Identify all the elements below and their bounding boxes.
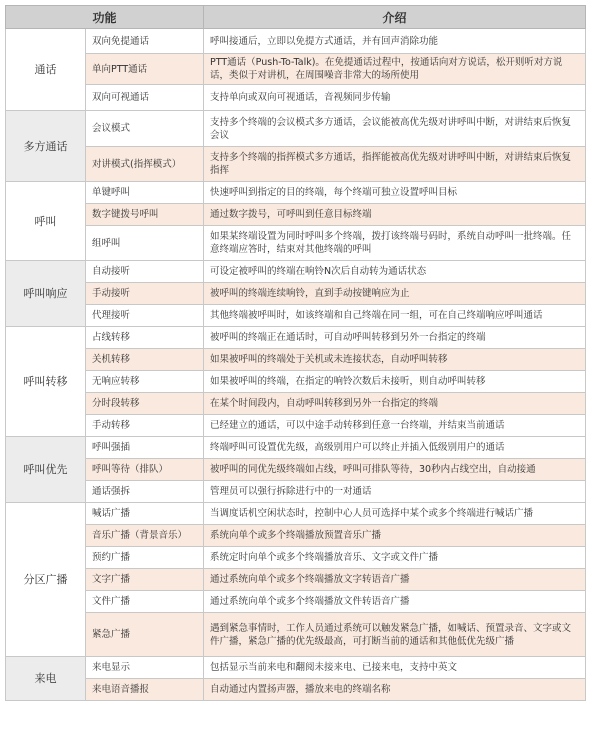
feature-cell: 双向可视通话 bbox=[86, 85, 204, 111]
table-row bbox=[6, 204, 586, 226]
table-row bbox=[6, 613, 586, 657]
feature-cell: 无响应转移 bbox=[86, 371, 204, 393]
description-cell: 通过系统向单个或多个终端播放文件转语音广播 bbox=[204, 591, 586, 613]
feature-cell: 双向免提通话 bbox=[86, 29, 204, 54]
feature-cell: 呼叫强插 bbox=[86, 437, 204, 459]
table-row bbox=[6, 305, 586, 327]
description-cell: 如果被呼叫的终端，在指定的响铃次数后未接听，则自动呼叫转移 bbox=[204, 371, 586, 393]
description-cell: 支持多个终端的会议模式多方通话，会议能被高优先级对讲呼叫中断，对讲结束后恢复会议 bbox=[204, 111, 586, 147]
description-cell: 其他终端被呼叫时，如该终端和自己终端在同一组，可在自己终端响应呼叫通话 bbox=[204, 305, 586, 327]
table-row bbox=[6, 459, 586, 481]
feature-cell: 分时段转移 bbox=[86, 393, 204, 415]
table-row bbox=[6, 371, 586, 393]
category-cell: 呼叫响应 bbox=[6, 261, 86, 327]
table-row bbox=[6, 111, 586, 147]
description-cell: 通过数字拨号，可呼叫到任意目标终端 bbox=[204, 204, 586, 226]
table-row bbox=[6, 415, 586, 437]
feature-cell: 组呼叫 bbox=[86, 226, 204, 261]
table-row bbox=[6, 481, 586, 503]
table-row bbox=[6, 679, 586, 701]
feature-cell: 来电显示 bbox=[86, 657, 204, 679]
table-row bbox=[6, 657, 586, 679]
feature-cell: 手动转移 bbox=[86, 415, 204, 437]
feature-cell: 音乐广播（背景音乐） bbox=[86, 525, 204, 547]
description-cell: 终端呼叫可设置优先级，高级别用户可以终止并插入低级别用户的通话 bbox=[204, 437, 586, 459]
description-cell: 如果被呼叫的终端处于关机或未连接状态，自动呼叫转移 bbox=[204, 349, 586, 371]
description-cell: 支持单向或双向可视通话，音视频同步传输 bbox=[204, 85, 586, 111]
table-row bbox=[6, 226, 586, 261]
feature-cell: 文字广播 bbox=[86, 569, 204, 591]
description-cell: 在某个时间段内，自动呼叫转移到另外一台指定的终端 bbox=[204, 393, 586, 415]
feature-cell: 单向PTT通话 bbox=[86, 54, 204, 85]
feature-cell: 紧急广播 bbox=[86, 613, 204, 657]
table-row bbox=[6, 437, 586, 459]
feature-cell: 通话强拆 bbox=[86, 481, 204, 503]
description-cell: 当调度话机空闲状态时，控制中心人员可选择中某个或多个终端进行喊话广播 bbox=[204, 503, 586, 525]
description-cell: 自动通过内置扬声器，播放来电的终端名称 bbox=[204, 679, 586, 701]
description-cell: 支持多个终端的指挥模式多方通话，指挥能被高优先级对讲呼叫中断，对讲结束后恢复指挥 bbox=[204, 147, 586, 182]
category-cell: 通话 bbox=[6, 29, 86, 111]
table-row bbox=[6, 569, 586, 591]
description-cell: PTT通话（Push-To-Talk)。在免提通话过程中，按通话向对方说话，松开则听对方说话，类似于对讲机，在周围噪音非常大的场所使用 bbox=[204, 54, 586, 85]
description-cell: 呼叫接通后，立即以免提方式通话，并有回声消除功能 bbox=[204, 29, 586, 54]
table-row bbox=[6, 503, 586, 525]
description-cell: 系统向单个或多个终端播放预置音乐广播 bbox=[204, 525, 586, 547]
category-cell: 呼叫 bbox=[6, 182, 86, 261]
table-row bbox=[6, 29, 586, 54]
description-cell: 可设定被呼叫的终端在响铃N次后自动转为通话状态 bbox=[204, 261, 586, 283]
description-cell: 通过系统向单个或多个终端播放文字转语音广播 bbox=[204, 569, 586, 591]
description-cell: 被呼叫的终端正在通话时，可自动呼叫转移到另外一台指定的终端 bbox=[204, 327, 586, 349]
feature-cell: 自动接听 bbox=[86, 261, 204, 283]
feature-cell: 喊话广播 bbox=[86, 503, 204, 525]
category-cell: 多方通话 bbox=[6, 111, 86, 182]
feature-cell: 来电语音播报 bbox=[86, 679, 204, 701]
table-row bbox=[6, 147, 586, 182]
table-header-row bbox=[6, 6, 586, 29]
feature-cell: 文件广播 bbox=[86, 591, 204, 613]
description-cell: 包括显示当前来电和翻阅未接来电、已接来电，支持中英文 bbox=[204, 657, 586, 679]
category-cell: 呼叫优先 bbox=[6, 437, 86, 503]
feature-cell: 预约广播 bbox=[86, 547, 204, 569]
feature-cell: 手动接听 bbox=[86, 283, 204, 305]
description-cell: 已经建立的通话，可以中途手动转移到任意一台终端，并结束当前通话 bbox=[204, 415, 586, 437]
feature-table bbox=[5, 5, 586, 701]
table-row bbox=[6, 349, 586, 371]
feature-cell: 关机转移 bbox=[86, 349, 204, 371]
description-cell: 系统定时向单个或多个终端播放音乐、文字或文件广播 bbox=[204, 547, 586, 569]
category-cell: 来电 bbox=[6, 657, 86, 701]
description-cell: 如果某终端设置为同时呼叫多个终端，拨打该终端号码时，系统自动呼叫一批终端。任意终端应答时，结束对其他终端的呼叫 bbox=[204, 226, 586, 261]
feature-cell: 单键呼叫 bbox=[86, 182, 204, 204]
description-cell: 被呼叫的终端连续响铃，直到手动按键响应为止 bbox=[204, 283, 586, 305]
table-body bbox=[6, 29, 586, 701]
table-row bbox=[6, 85, 586, 111]
feature-cell: 代理接听 bbox=[86, 305, 204, 327]
description-cell: 快速呼叫到指定的目的终端，每个终端可独立设置呼叫目标 bbox=[204, 182, 586, 204]
table-row bbox=[6, 547, 586, 569]
feature-cell: 数字键拨号呼叫 bbox=[86, 204, 204, 226]
table-row bbox=[6, 182, 586, 204]
table-row bbox=[6, 327, 586, 349]
feature-table-container bbox=[5, 5, 585, 701]
feature-cell: 呼叫等待（排队） bbox=[86, 459, 204, 481]
table-row bbox=[6, 591, 586, 613]
feature-cell: 会议模式 bbox=[86, 111, 204, 147]
feature-cell: 对讲模式(指挥模式） bbox=[86, 147, 204, 182]
category-cell: 分区广播 bbox=[6, 503, 86, 657]
table-row bbox=[6, 54, 586, 85]
description-cell: 被呼叫的同优先级终端如占线，呼叫可排队等待，30秒内占线空出，自动接通 bbox=[204, 459, 586, 481]
table-row bbox=[6, 283, 586, 305]
category-cell: 呼叫转移 bbox=[6, 327, 86, 437]
description-cell: 遇到紧急事情时，工作人员通过系统可以触发紧急广播，如喊话、预置录音、文字或文件广播，紧急广播的优先级最高，可打断当前的通话和其他低优先级广播 bbox=[204, 613, 586, 657]
table-row bbox=[6, 261, 586, 283]
table-row bbox=[6, 393, 586, 415]
description-cell: 管理员可以强行拆除进行中的一对通话 bbox=[204, 481, 586, 503]
feature-cell: 占线转移 bbox=[86, 327, 204, 349]
header-intro: 介绍 bbox=[204, 6, 586, 29]
header-function: 功能 bbox=[6, 6, 204, 29]
table-row bbox=[6, 525, 586, 547]
